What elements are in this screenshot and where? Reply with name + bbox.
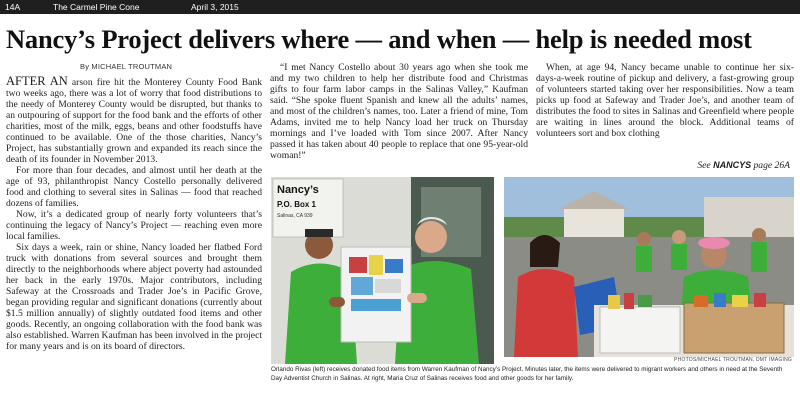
- jump-reference[interactable]: [697, 160, 790, 171]
- photo-food-distribution-illustration: [504, 177, 794, 357]
- article-headline: Nancy’s Project delivers where — and when — help is needed most: [6, 24, 752, 54]
- paragraph-3: Now, it’s a dedicated group of nearly forty volunteers that’s continuing the legacy of Nancy’s Project — reaching even more local families.: [6, 209, 262, 242]
- truck-sign-line-3: Salinas, CA 939: [277, 213, 313, 219]
- paragraph-4: Six days a week, rain or shine, Nancy loaded her flatbed Ford truck with donations from several sources and brought them directly to the neighborhoods where abject poverty had astounded her back in the early 1970s. Major contributors, including Safeway at the Crossroads and Trader Joe’s in Pacific Grove, began providing regular and significant donations (currently about $1.5 million annually) of slightly outdated food items and other goods. Recently, an ongoing collaboration with the food bank was also established. Warren Kaufman has been involved in the project for many years and is on its board of directors.: [6, 242, 262, 352]
- page-header-bar: [0, 0, 800, 14]
- truck-sign-line-1: Nancy’s: [277, 184, 319, 196]
- photo-food-handoff-illustration: [271, 177, 494, 364]
- truck-sign-line-2: P.O. Box 1: [277, 200, 316, 209]
- photo-food-distribution: [504, 177, 794, 357]
- jump-page: page 26A: [751, 160, 790, 171]
- newspaper-name: The Carmel Pine Cone: [53, 2, 140, 12]
- article-column-3: [536, 62, 794, 174]
- article-column-1: [6, 76, 262, 402]
- paragraph-1-text: arson fire hit the Monterey County Food Bank two weeks ago, there was a lot of worry that food distributions to the needy of Monterey County would be disrupted, but thanks to an outpouring of support for the food bank and the efforts of other charities, most of the milk, eggs, beans and other foodstuffs have continued to be available. One of the those charities, Nancy’s Project, has substantially grown and expanded its reach since the death of its founder in November 2013.: [6, 77, 262, 165]
- quote-paragraph: “I met Nancy Costello about 30 years ago when she took me and my two children to help her distribute food and Christmas gifts to four farm labor camps in the Salinas Valley,” Kaufman said. “She spoke fluent Spanish and knew all the adults’ names, and most of the children’s names, too. Later a friend of mine, Tom Adams, invited me to help Nancy load her truck on Thursday mornings and I’ve loaded with Tom since 2007. After Nancy passed it has taken about 40 people to replace that one 95-year-old woman!”: [270, 62, 528, 161]
- article-column-2: [270, 62, 528, 174]
- photo-credit: PHOTOS/MICHAEL TROUTMAN, DMT IMAGING: [674, 357, 792, 363]
- byline: By MICHAEL TROUTMAN: [80, 62, 173, 71]
- issue-date: April 3, 2015: [191, 2, 239, 12]
- paragraph-2: For more than four decades, and almost until her death at the age of 93, philanthropist Nancy Costello personally delivered food and clothing to several sites in Salinas — food that reached dozens of families.: [6, 165, 262, 209]
- continuation-paragraph: When, at age 94, Nancy became unable to continue her six-days-a-week routine of pickup and delivery, a fast-growing group of volunteers started taking over her responsibilities. Now a team picks up food at Safeway and Trader Joe’s, and another team of distributes the food to sites in Salinas and Greenfield where people are waiting in lines around the block. Additional teams of volunteers sort and box clothing: [536, 62, 794, 139]
- jump-slug: NANCYS: [713, 160, 752, 170]
- page-number: 14A: [5, 2, 21, 12]
- lead-in: AFTER AN: [6, 76, 68, 88]
- paragraph-1: [6, 76, 262, 165]
- photo-food-handoff: [271, 177, 494, 364]
- photo-caption: Orlando Rivas (left) receives donated food items from Warren Kaufman of Nancy’s Project. Minutes later, the items were delivered to migrant workers and others in need at the Seventh Day Adventist Church in Salinas. At right, Maria Cruz of Salinas receives food and other goods for her family.: [271, 366, 783, 382]
- jump-prefix: See: [697, 160, 714, 171]
